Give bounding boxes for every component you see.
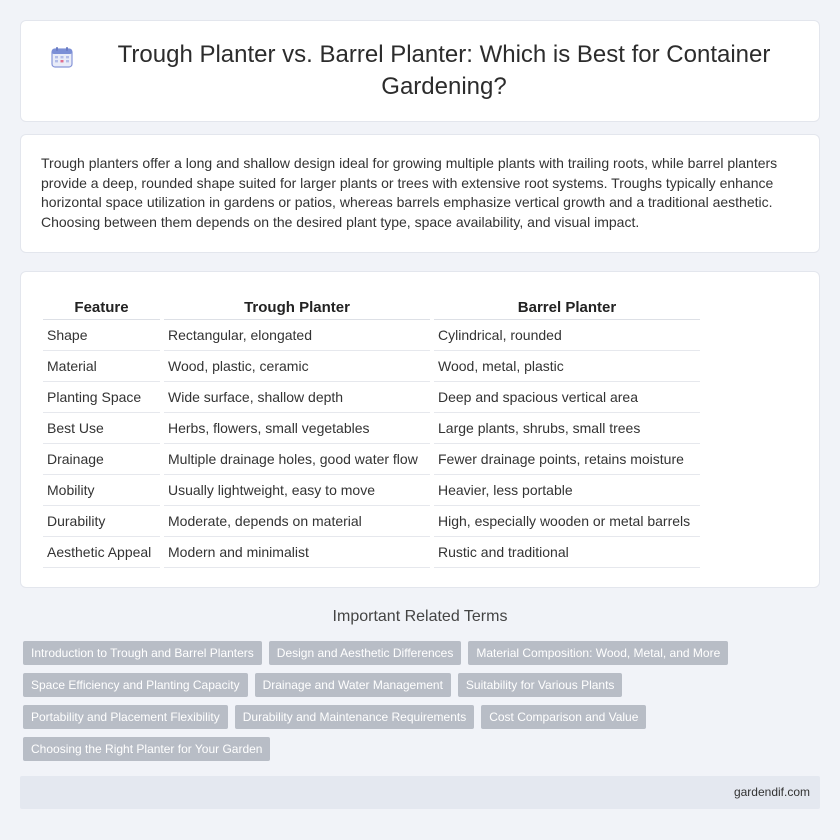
cell-trough: Usually lightweight, easy to move [164, 475, 430, 506]
title-card [20, 20, 820, 122]
cell-feature: Mobility [43, 475, 160, 506]
cell-barrel: Rustic and traditional [434, 537, 700, 568]
footer [20, 776, 820, 809]
header-barrel: Barrel Planter [434, 296, 700, 320]
cell-barrel: Cylindrical, rounded [434, 320, 700, 351]
cell-feature: Material [43, 351, 160, 382]
calendar-icon [51, 46, 73, 68]
comparison-table [39, 296, 704, 568]
cell-barrel: Fewer drainage points, retains moisture [434, 444, 700, 475]
title-wrap [50, 39, 790, 103]
tag-row [23, 641, 823, 665]
related-term-tag[interactable]: Durability and Maintenance Requirements [235, 705, 474, 729]
table-card [20, 271, 820, 588]
cell-barrel: Heavier, less portable [434, 475, 700, 506]
cell-trough: Wide surface, shallow depth [164, 382, 430, 413]
cell-trough: Wood, plastic, ceramic [164, 351, 430, 382]
related-term-tag[interactable]: Introduction to Trough and Barrel Planters [23, 641, 262, 665]
table-row [43, 320, 700, 351]
related-term-tag[interactable]: Drainage and Water Management [255, 673, 451, 697]
table-row [43, 413, 700, 444]
related-terms-tags [23, 641, 823, 769]
table-row [43, 475, 700, 506]
related-term-tag[interactable]: Space Efficiency and Planting Capacity [23, 673, 248, 697]
cell-feature: Best Use [43, 413, 160, 444]
cell-feature: Durability [43, 506, 160, 537]
cell-trough: Multiple drainage holes, good water flow [164, 444, 430, 475]
related-term-tag[interactable]: Design and Aesthetic Differences [269, 641, 462, 665]
table-header-row [43, 296, 700, 320]
table-row [43, 506, 700, 537]
footer-site[interactable]: gardendif.com [733, 785, 810, 799]
table-row [43, 351, 700, 382]
related-term-tag[interactable]: Choosing the Right Planter for Your Garden [23, 737, 270, 761]
intro-paragraph: Trough planters offer a long and shallow design ideal for growing multiple plants with trailing roots, while barrel planters provide a deep, rounded shape suited for larger plants or trees with extensive root systems. Troughs typically enhance horizontal space utilization in gardens or patios, whereas barrels emphasize vertical growth and a traditional aesthetic. Choosing between them depends on the desired plant type, space availability, and visual impact. [41, 155, 778, 230]
header-feature: Feature [43, 296, 160, 320]
table-body [43, 320, 700, 568]
cell-barrel: High, especially wooden or metal barrels [434, 506, 700, 537]
cell-barrel: Deep and spacious vertical area [434, 382, 700, 413]
header-trough: Trough Planter [164, 296, 430, 320]
cell-barrel: Wood, metal, plastic [434, 351, 700, 382]
cell-feature: Drainage [43, 444, 160, 475]
cell-barrel: Large plants, shrubs, small trees [434, 413, 700, 444]
tag-row [23, 673, 823, 697]
cell-feature: Planting Space [43, 382, 160, 413]
table-row [43, 537, 700, 568]
cell-trough: Modern and minimalist [164, 537, 430, 568]
cell-trough: Moderate, depends on material [164, 506, 430, 537]
cell-trough: Herbs, flowers, small vegetables [164, 413, 430, 444]
tag-row [23, 705, 823, 729]
table-row [43, 382, 700, 413]
related-term-tag[interactable]: Material Composition: Wood, Metal, and More [468, 641, 728, 665]
related-term-tag[interactable]: Cost Comparison and Value [481, 705, 646, 729]
table-row [43, 444, 700, 475]
related-terms-title: Important Related Terms [332, 608, 508, 625]
cell-feature: Shape [43, 320, 160, 351]
related-term-tag[interactable]: Portability and Placement Flexibility [23, 705, 228, 729]
related-term-tag[interactable]: Suitability for Various Plants [458, 673, 623, 697]
cell-trough: Rectangular, elongated [164, 320, 430, 351]
intro-card [20, 134, 820, 253]
page-title: Trough Planter vs. Barrel Planter: Which is Best for Container Gardening? [117, 41, 771, 100]
cell-feature: Aesthetic Appeal [43, 537, 160, 568]
tag-row [23, 737, 823, 761]
